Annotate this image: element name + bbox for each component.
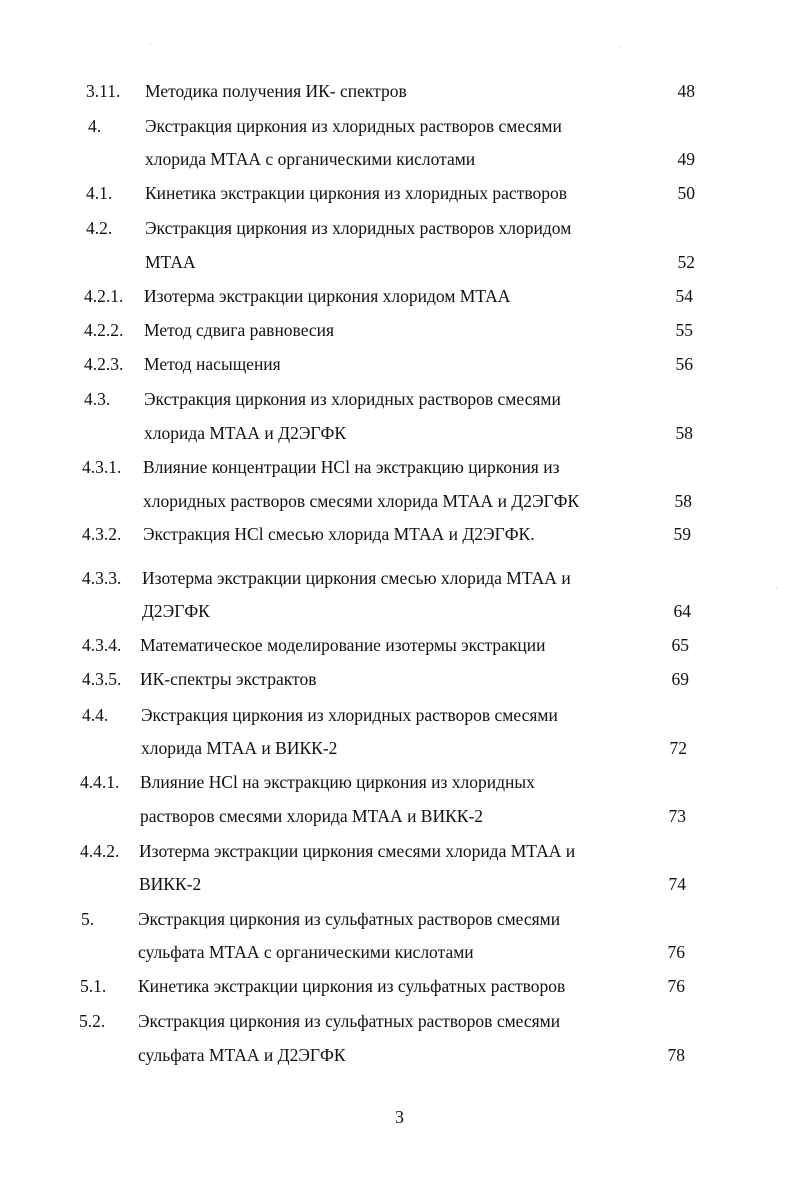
toc-entry-line: [80, 803, 686, 829]
toc-entry-line: [82, 632, 689, 658]
toc-entry-number: 5.: [81, 909, 95, 929]
toc-entry-number: 4.2.1.: [84, 286, 124, 306]
toc-entry-page: 49: [677, 149, 695, 169]
toc-entry-line: [82, 598, 691, 624]
toc-entry-number: 4.4.1.: [80, 772, 120, 792]
toc-entry-page: 73: [668, 806, 686, 826]
toc-entry-line: [84, 283, 693, 309]
toc-entry-line: [80, 838, 686, 864]
toc-entry-line: [82, 735, 687, 761]
toc-entry-number: 4.3.5.: [82, 669, 122, 689]
toc-entry-number: 4.3.: [84, 389, 111, 409]
toc-entry-title: Изотерма экстракции циркония смесями хлорида МТАА и: [139, 841, 576, 861]
toc-entry-line: [79, 1042, 685, 1068]
toc-entry-line: [81, 939, 685, 965]
toc-entry-page: 72: [669, 738, 687, 758]
toc-entry-number: 4.3.4.: [82, 635, 122, 655]
toc-entry-page: 64: [673, 601, 691, 621]
toc-entry-line: [82, 488, 692, 514]
toc-entry-title: Влияние HCl на экстракцию циркония из хлоридных: [140, 772, 535, 792]
toc-entry-title: ВИКК-2: [139, 874, 202, 894]
toc-entry-line: [86, 180, 695, 206]
toc-entry-title: сульфата МТАА и Д2ЭГФК: [138, 1045, 346, 1065]
toc-entry-title: Изотерма экстракции циркония смесью хлорида МТАА и: [142, 568, 571, 588]
toc-entry-number: 3.11.: [86, 81, 121, 101]
toc-entry-line: [80, 769, 686, 795]
toc-entry-title: Метод сдвига равновесия: [144, 320, 335, 340]
toc-entry-number: 4.2.: [86, 218, 113, 238]
page-number-footer: 3: [395, 1107, 404, 1127]
toc-entry-title: Экстракция циркония из сульфатных растворов смесями: [138, 909, 561, 929]
toc-entry-line: [84, 386, 693, 412]
toc-entry-title: хлорида МТАА и ВИКК-2: [141, 738, 338, 758]
toc-entry-line: [80, 973, 685, 999]
toc-entry-line: [82, 666, 689, 692]
toc-entry-title: Экстракция HCl смесью хлорида МТАА и Д2ЭГФК.: [143, 524, 535, 544]
toc-entry-title: Экстракция циркония из хлоридных растворов смесями: [144, 389, 561, 409]
toc-entry-title: Метод насыщения: [144, 354, 281, 374]
toc-entry-title: хлорида МТАА и Д2ЭГФК: [144, 423, 347, 443]
toc-entry-line: [86, 249, 695, 275]
toc-entry-title: растворов смесями хлорида МТАА и ВИКК-2: [140, 806, 484, 826]
toc-entry-line: [88, 113, 695, 139]
toc-entry-page: 54: [675, 286, 693, 306]
toc-entry-line: [81, 906, 685, 932]
toc-entry-title: хлоридных растворов смесями хлорида МТАА и Д2ЭГФК: [143, 491, 580, 511]
toc-entry-title: МТАА: [145, 252, 196, 272]
toc-entry-number: 4.4.2.: [80, 841, 120, 861]
toc-entry-page: 50: [677, 183, 695, 203]
toc-entry-title: Экстракция циркония из сульфатных растворов смесями: [138, 1011, 561, 1031]
toc-entry-page: 56: [675, 354, 693, 374]
toc-entry-title: Методика получения ИК- спектров: [145, 81, 407, 101]
toc-entry-title: Изотерма экстракции циркония хлоридом МТАА: [144, 286, 511, 306]
toc-entry-title: Кинетика экстракции циркония из сульфатных растворов: [138, 976, 566, 996]
toc-entry-line: [80, 871, 686, 897]
toc-entry-title: Д2ЭГФК: [142, 601, 210, 621]
toc-entry-title: Кинетика экстракции циркония из хлоридных растворов: [145, 183, 567, 203]
toc-entry-page: 52: [677, 252, 695, 272]
toc-entry-page: 48: [677, 81, 695, 101]
scan-speck: [150, 44, 151, 45]
toc-entry-line: [86, 215, 695, 241]
toc-entry-title: ИК-спектры экстрактов: [140, 669, 317, 689]
toc-entry-line: [84, 317, 693, 343]
toc-entry-title: Экстракция циркония из хлоридных растворов смесями: [141, 705, 558, 725]
toc-entry-line: [82, 565, 691, 591]
toc-entry-number: 4.1.: [86, 183, 113, 203]
toc-entry-line: [82, 521, 691, 547]
toc-entry-number: 4.4.: [82, 705, 109, 725]
toc-entry-page: 58: [675, 423, 693, 443]
toc-entry-page: 74: [668, 874, 686, 894]
toc-entry-number: 4.3.2.: [82, 524, 122, 544]
toc-entry-line: [82, 454, 692, 480]
toc-entry-number: 4.: [88, 116, 102, 136]
toc-entry-number: 5.1.: [80, 976, 107, 996]
toc-entry-number: 4.2.3.: [84, 354, 124, 374]
toc-entry-page: 76: [667, 976, 685, 996]
toc-entry-page: 65: [671, 635, 689, 655]
toc-entry-page: 78: [667, 1045, 685, 1065]
toc-entry-number: 4.2.2.: [84, 320, 124, 340]
toc-entry-page: 76: [667, 942, 685, 962]
toc-entry-page: 69: [671, 669, 689, 689]
toc-entry-title: сульфата МТАА с органическими кислотами: [138, 942, 474, 962]
toc-entry-title: Влияние концентрации HCl на экстракцию циркония из: [143, 457, 560, 477]
scan-speck: [620, 46, 621, 47]
toc-entry-title: Математическое моделирование изотермы экстракции: [140, 635, 546, 655]
toc-entry-page: 59: [673, 524, 691, 544]
toc-entry-title: хлорида МТАА с органическими кислотами: [145, 149, 476, 169]
toc-entry-title: Экстракция циркония из хлоридных растворов хлоридом: [145, 218, 572, 238]
toc-entry-line: [82, 702, 687, 728]
toc-entry-number: 4.3.3.: [82, 568, 122, 588]
scan-speck: [776, 588, 777, 589]
toc-entry-line: [79, 1008, 685, 1034]
toc-entry-page: 55: [675, 320, 693, 340]
toc-entry-line: [84, 351, 693, 377]
toc-entry-line: [84, 420, 693, 446]
toc-entry-line: [86, 78, 695, 104]
toc-entry-line: [88, 146, 695, 172]
toc-entry-title: Экстракция циркония из хлоридных растворов смесями: [145, 116, 562, 136]
toc-entry-page: 58: [674, 491, 692, 511]
toc-entry-number: 5.2.: [79, 1011, 106, 1031]
toc-entry-number: 4.3.1.: [82, 457, 122, 477]
